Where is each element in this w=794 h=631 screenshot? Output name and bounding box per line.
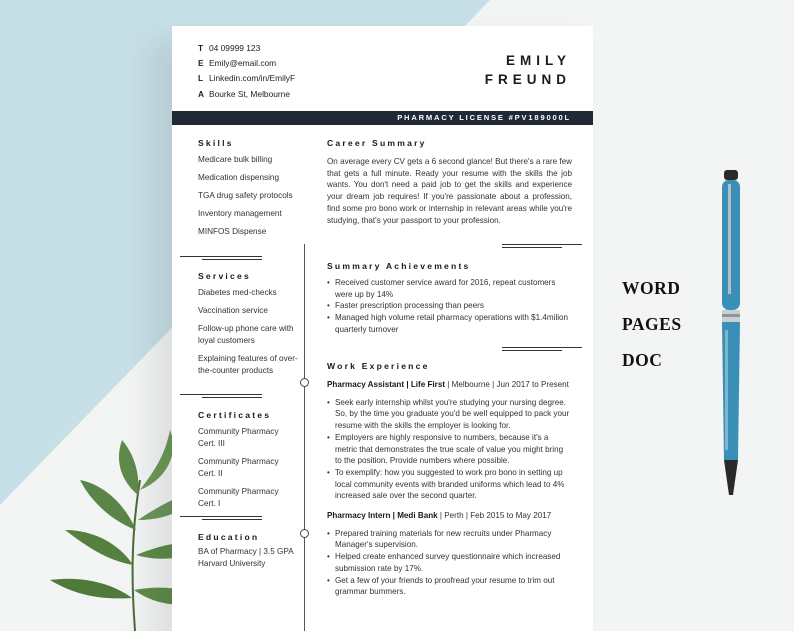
job-role: Pharmacy Intern | Medi Bank [327, 511, 438, 521]
job-role: Pharmacy Assistant | Life First [327, 380, 446, 389]
work-experience-section [327, 361, 572, 598]
list-item: • Received customer service award for 2016, repeat customers were up by 14% [327, 277, 572, 300]
contact-value: Linkedin.com/in/EmilyF [209, 73, 296, 84]
pen-decoration [712, 170, 752, 510]
divider [502, 350, 562, 351]
divider [180, 516, 262, 517]
divider [180, 256, 262, 257]
list-item: • Managed high volume retail pharmacy operations with $1.4milion quarterly turnover [327, 312, 572, 335]
contact-value: 04 09999 123 [209, 42, 261, 53]
list-item: Follow-up phone care with loyal customers [198, 324, 294, 345]
format-word: WORD [622, 278, 681, 298]
list-item: • Faster prescription processing than peers [327, 300, 572, 312]
contact-linkedin [198, 71, 295, 86]
timeline-dot [300, 378, 309, 387]
achievements-section [327, 261, 572, 336]
timeline-dot [300, 529, 309, 538]
divider [180, 394, 262, 395]
divider [202, 397, 262, 398]
education-section [198, 532, 308, 570]
list-item: Explaining features of over-the-counter products [198, 354, 298, 375]
list-item: BA of Pharmacy | 3.5 GPA [198, 547, 294, 556]
career-summary-text: On average every CV gets a 6 second glance! But there's a rare few that gets a full minute. Ready your resume with the skills the job wants. You don't need a paid job to get the skills and experience your dream job requires! If you're passionate about a profession, find some pro bono work or internship in relevant areas while you're studying, that's your passport to your profession. [327, 157, 572, 225]
section-title: Career Summary [327, 138, 427, 148]
list-item: • Seek early internship whilst you're studying your nursing degree. So, by the time you graduate you'd be well equipped to pack your resume with the skills the employer is looking for. [327, 397, 572, 432]
first-name: EMILY [505, 53, 571, 68]
job-details: | Perth | Feb 2015 to May 2017 [437, 511, 552, 521]
list-item: • To exemplify: how you suggested to work pro bono in setting up local community events with branded uniforms which lead to 4% increased sale over the second quarter. [327, 467, 572, 502]
list-item: Harvard University [198, 559, 266, 568]
contact-address [198, 86, 295, 101]
section-title: Certificates [198, 410, 272, 420]
list-item: TGA drug safety protocols [198, 191, 293, 200]
list-item: • Employers are highly responsive to numbers, because it's a metric that demonstrates the true scale of value you might bring to the position. Provide numbers where possible. [327, 432, 572, 467]
resume-page [172, 26, 593, 631]
contact-phone [198, 40, 295, 55]
list-item: Community Pharmacy Cert. III [198, 427, 279, 448]
career-summary-section [327, 138, 572, 226]
job-heading [327, 510, 572, 522]
list-item: Diabetes med-checks [198, 288, 277, 297]
contact-value: Emily@email.com [209, 57, 277, 68]
license-bar: PHARMACY LICENSE #PV189000L [172, 111, 593, 125]
contact-key: L [198, 73, 204, 84]
timeline-line [304, 244, 305, 631]
divider [502, 244, 582, 245]
contact-key: T [198, 42, 204, 53]
divider [202, 259, 262, 260]
section-title: Services [198, 271, 251, 281]
contact-key: A [198, 88, 205, 99]
section-title: Skills [198, 138, 234, 148]
certificates-section [198, 410, 298, 510]
list-item: Community Pharmacy Cert. I [198, 487, 279, 508]
format-doc: DOC [622, 350, 663, 370]
contact-value: Bourke St, Melbourne [209, 88, 291, 99]
services-section [198, 271, 298, 377]
resume-name [485, 51, 571, 89]
contact-email [198, 55, 295, 70]
section-title: Education [198, 532, 260, 542]
list-item: • Helped create enhanced survey questionnaire which increased submission rate by 17%. [327, 551, 572, 574]
divider [502, 247, 562, 248]
list-item: Medication dispensing [198, 173, 280, 182]
divider [202, 519, 262, 520]
section-title: Work Experience [327, 361, 430, 371]
job-heading [327, 379, 572, 391]
list-item: Medicare bulk billing [198, 155, 273, 164]
list-item: • Get a few of your friends to proofread your resume to trim out grammar bummers. [327, 575, 572, 598]
list-item: Community Pharmacy Cert. II [198, 457, 279, 478]
format-pages: PAGES [622, 314, 682, 334]
section-title: Summary Achievements [327, 261, 471, 271]
divider [502, 347, 582, 348]
job-details: | Melbourne | Jun 2017 to Present [445, 380, 569, 389]
list-item: Inventory management [198, 209, 282, 218]
last-name: FREUND [484, 72, 571, 87]
contact-block [198, 40, 295, 101]
list-item: Vaccination service [198, 306, 268, 315]
skills-section [198, 138, 298, 238]
list-item: MINFOS Dispense [198, 227, 267, 236]
contact-key: E [198, 57, 204, 68]
list-item: • Prepared training materials for new recruits under Pharmacy Manager's supervision. [327, 528, 572, 551]
